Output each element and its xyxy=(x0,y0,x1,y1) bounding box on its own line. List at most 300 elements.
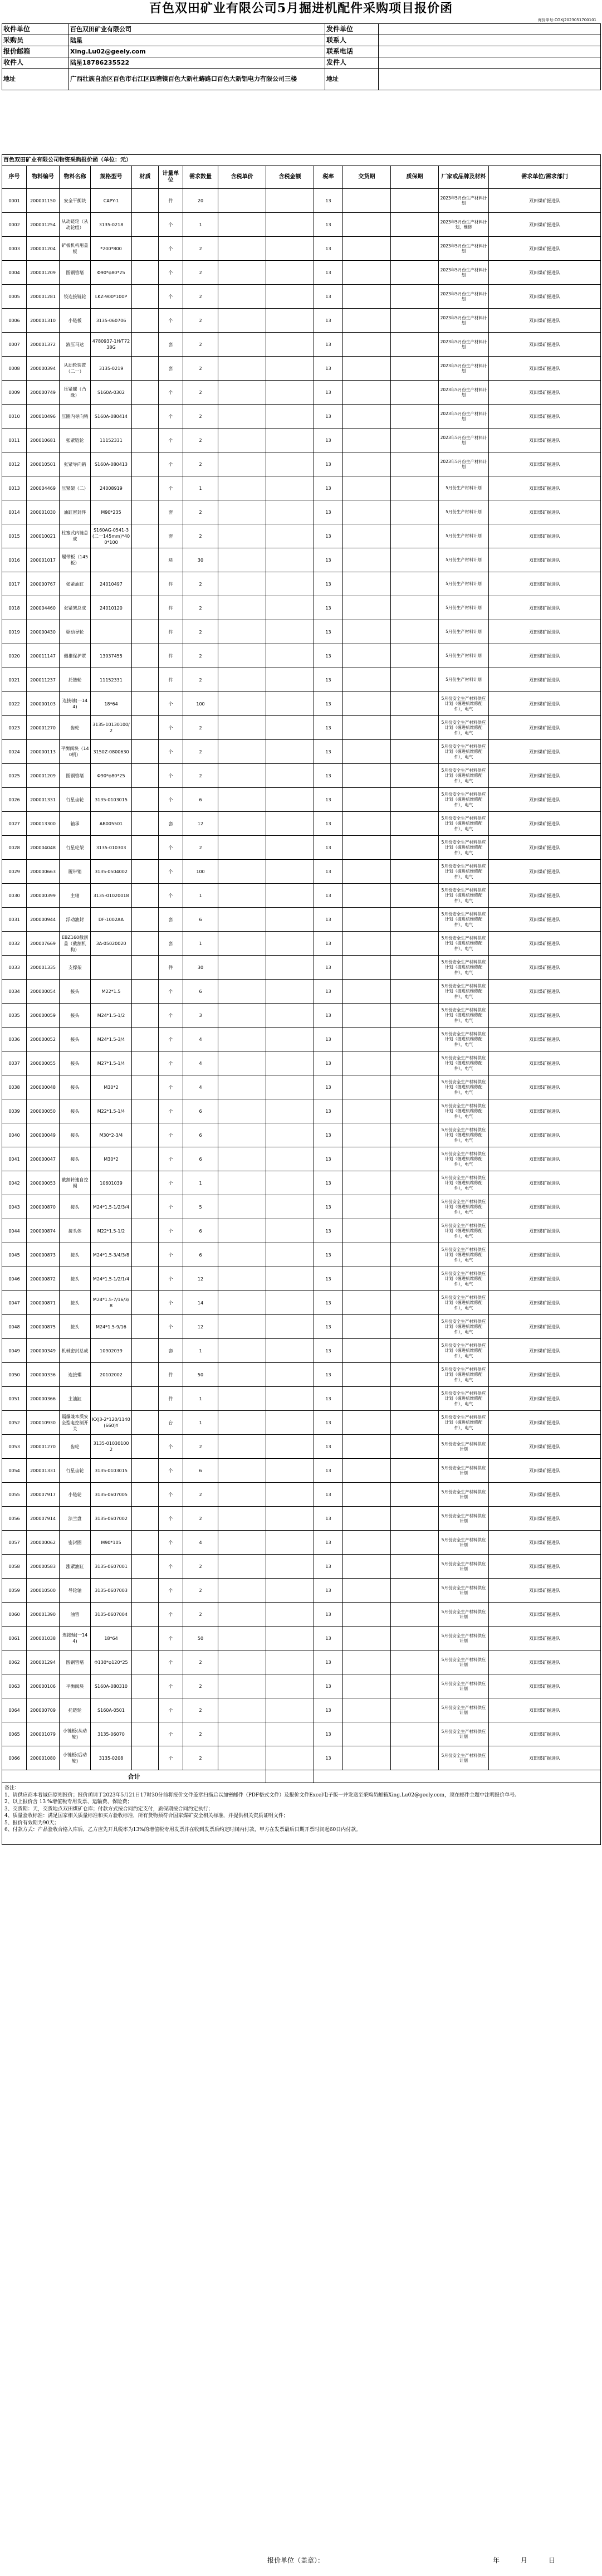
material xyxy=(132,548,159,572)
amount-input[interactable] xyxy=(266,692,314,716)
warranty-input[interactable] xyxy=(391,285,439,309)
row-number: 0065 xyxy=(2,1722,27,1746)
delivery-input[interactable] xyxy=(343,788,391,812)
amount-input[interactable] xyxy=(266,285,314,309)
amount-input[interactable] xyxy=(266,572,314,596)
delivery-input[interactable] xyxy=(343,1435,391,1459)
unit-price-input[interactable] xyxy=(218,1099,266,1123)
warranty-input[interactable] xyxy=(391,1123,439,1147)
delivery-input[interactable] xyxy=(343,1698,391,1722)
unit-price-input[interactable] xyxy=(218,405,266,428)
warranty-input[interactable] xyxy=(391,1507,439,1531)
unit-price-input[interactable] xyxy=(218,1171,266,1195)
amount-input[interactable] xyxy=(266,405,314,428)
delivery-input[interactable] xyxy=(343,1099,391,1123)
unit-price-input[interactable] xyxy=(218,213,266,237)
amount-input[interactable] xyxy=(266,596,314,620)
sender-person-value[interactable] xyxy=(379,57,601,69)
amount-input[interactable] xyxy=(266,956,314,980)
delivery-input[interactable] xyxy=(343,1603,391,1627)
unit-price-input[interactable] xyxy=(218,1411,266,1435)
unit-price-input[interactable] xyxy=(218,1028,266,1051)
warranty-input[interactable] xyxy=(391,1650,439,1674)
amount-input[interactable] xyxy=(266,524,314,548)
amount-input[interactable] xyxy=(266,860,314,884)
warranty-input[interactable] xyxy=(391,860,439,884)
amount-input[interactable] xyxy=(266,381,314,405)
warranty-input[interactable] xyxy=(391,1627,439,1650)
tax-rate: 13 xyxy=(314,692,343,716)
warranty-input[interactable] xyxy=(391,1339,439,1363)
material xyxy=(132,980,159,1004)
delivery-input[interactable] xyxy=(343,932,391,956)
department: 双田煤矿掘进队 xyxy=(489,285,601,309)
warranty-input[interactable] xyxy=(391,1483,439,1507)
unit-price-input[interactable] xyxy=(218,932,266,956)
delivery-input[interactable] xyxy=(343,213,391,237)
unit-price-input[interactable] xyxy=(218,596,266,620)
amount-input[interactable] xyxy=(266,428,314,452)
table-row xyxy=(2,1722,601,1746)
phone-value[interactable] xyxy=(379,46,601,57)
warranty-input[interactable] xyxy=(391,189,439,213)
warranty-input[interactable] xyxy=(391,381,439,405)
amount-input[interactable] xyxy=(266,740,314,764)
unit-price-input[interactable] xyxy=(218,764,266,788)
amount-input[interactable] xyxy=(266,1004,314,1028)
amount-input[interactable] xyxy=(266,309,314,333)
unit: 个 xyxy=(159,860,183,884)
sender-address-value[interactable] xyxy=(379,69,601,90)
quantity: 6 xyxy=(183,1459,218,1483)
spec-model: 3135-0607005 xyxy=(91,1483,132,1507)
delivery-input[interactable] xyxy=(343,1243,391,1267)
unit-price-input[interactable] xyxy=(218,1674,266,1698)
warranty-input[interactable] xyxy=(391,1459,439,1483)
delivery-input[interactable] xyxy=(343,1459,391,1483)
delivery-input[interactable] xyxy=(343,1746,391,1770)
warranty-input[interactable] xyxy=(391,428,439,452)
amount-input[interactable] xyxy=(266,189,314,213)
unit-price-input[interactable] xyxy=(218,1243,266,1267)
warranty-input[interactable] xyxy=(391,764,439,788)
delivery-input[interactable] xyxy=(343,309,391,333)
amount-input[interactable] xyxy=(266,237,314,261)
delivery-input[interactable] xyxy=(343,1028,391,1051)
unit-price-input[interactable] xyxy=(218,1291,266,1315)
amount-input[interactable] xyxy=(266,1627,314,1650)
table-row xyxy=(2,189,601,213)
amount-input[interactable] xyxy=(266,1531,314,1555)
warranty-input[interactable] xyxy=(391,500,439,524)
unit-price-input[interactable] xyxy=(218,1483,266,1507)
amount-input[interactable] xyxy=(266,1291,314,1315)
unit-price-input[interactable] xyxy=(218,524,266,548)
unit-price-input[interactable] xyxy=(218,1123,266,1147)
delivery-input[interactable] xyxy=(343,764,391,788)
unit-price-input[interactable] xyxy=(218,189,266,213)
warranty-input[interactable] xyxy=(391,1075,439,1099)
quantity: 4 xyxy=(183,1531,218,1555)
unit-price-input[interactable] xyxy=(218,428,266,452)
warranty-input[interactable] xyxy=(391,1746,439,1770)
amount-input[interactable] xyxy=(266,788,314,812)
delivery-input[interactable] xyxy=(343,1411,391,1435)
warranty-input[interactable] xyxy=(391,788,439,812)
warranty-input[interactable] xyxy=(391,596,439,620)
delivery-input[interactable] xyxy=(343,1219,391,1243)
amount-input[interactable] xyxy=(266,1315,314,1339)
warranty-input[interactable] xyxy=(391,1387,439,1411)
delivery-input[interactable] xyxy=(343,1363,391,1387)
warranty-input[interactable] xyxy=(391,836,439,860)
quantity: 6 xyxy=(183,1243,218,1267)
delivery-input[interactable] xyxy=(343,980,391,1004)
warranty-input[interactable] xyxy=(391,956,439,980)
amount-input[interactable] xyxy=(266,644,314,668)
delivery-input[interactable] xyxy=(343,1483,391,1507)
sender-value[interactable] xyxy=(379,24,601,35)
warranty-input[interactable] xyxy=(391,1579,439,1603)
unit-price-input[interactable] xyxy=(218,309,266,333)
amount-input[interactable] xyxy=(266,620,314,644)
amount-input[interactable] xyxy=(266,213,314,237)
warranty-input[interactable] xyxy=(391,1435,439,1459)
amount-input[interactable] xyxy=(266,836,314,860)
unit-price-input[interactable] xyxy=(218,1267,266,1291)
delivery-input[interactable] xyxy=(343,1315,391,1339)
warranty-input[interactable] xyxy=(391,1698,439,1722)
warranty-input[interactable] xyxy=(391,1219,439,1243)
unit-price-input[interactable] xyxy=(218,980,266,1004)
unit-price-input[interactable] xyxy=(218,1435,266,1459)
amount-input[interactable] xyxy=(266,932,314,956)
delivery-input[interactable] xyxy=(343,381,391,405)
unit-price-input[interactable] xyxy=(218,1387,266,1411)
delivery-input[interactable] xyxy=(343,428,391,452)
delivery-input[interactable] xyxy=(343,692,391,716)
delivery-input[interactable] xyxy=(343,956,391,980)
contact-value[interactable] xyxy=(379,35,601,46)
unit: 个 xyxy=(159,1603,183,1627)
amount-input[interactable] xyxy=(266,1650,314,1674)
material xyxy=(132,1171,159,1195)
amount-input[interactable] xyxy=(266,764,314,788)
amount-input[interactable] xyxy=(266,1099,314,1123)
unit-price-input[interactable] xyxy=(218,476,266,500)
amount-input[interactable] xyxy=(266,1435,314,1459)
amount-input[interactable] xyxy=(266,452,314,476)
unit-price-input[interactable] xyxy=(218,740,266,764)
department: 双田煤矿掘进队 xyxy=(489,1147,601,1171)
amount-input[interactable] xyxy=(266,476,314,500)
warranty-input[interactable] xyxy=(391,1291,439,1315)
unit-price-input[interactable] xyxy=(218,1147,266,1171)
unit-price-input[interactable] xyxy=(218,1363,266,1387)
warranty-input[interactable] xyxy=(391,1004,439,1028)
unit-price-input[interactable] xyxy=(218,1603,266,1627)
unit-price-input[interactable] xyxy=(218,668,266,692)
warranty-input[interactable] xyxy=(391,716,439,740)
delivery-input[interactable] xyxy=(343,1075,391,1099)
delivery-input[interactable] xyxy=(343,1627,391,1650)
delivery-input[interactable] xyxy=(343,1722,391,1746)
unit-price-input[interactable] xyxy=(218,620,266,644)
delivery-input[interactable] xyxy=(343,1123,391,1147)
material-code: 200010930 xyxy=(27,1411,60,1435)
warranty-input[interactable] xyxy=(391,357,439,381)
amount-input[interactable] xyxy=(266,1267,314,1291)
unit-price-input[interactable] xyxy=(218,1722,266,1746)
delivery-input[interactable] xyxy=(343,548,391,572)
delivery-input[interactable] xyxy=(343,524,391,548)
delivery-input[interactable] xyxy=(343,1051,391,1075)
amount-input[interactable] xyxy=(266,1363,314,1387)
warranty-input[interactable] xyxy=(391,620,439,644)
delivery-input[interactable] xyxy=(343,1147,391,1171)
warranty-input[interactable] xyxy=(391,1243,439,1267)
unit-price-input[interactable] xyxy=(218,381,266,405)
material-code: 200000050 xyxy=(27,1099,60,1123)
delivery-input[interactable] xyxy=(343,1195,391,1219)
amount-input[interactable] xyxy=(266,1555,314,1579)
unit-price-input[interactable] xyxy=(218,692,266,716)
delivery-input[interactable] xyxy=(343,189,391,213)
warranty-input[interactable] xyxy=(391,812,439,836)
delivery-input[interactable] xyxy=(343,500,391,524)
unit-price-input[interactable] xyxy=(218,812,266,836)
amount-input[interactable] xyxy=(266,548,314,572)
amount-input[interactable] xyxy=(266,1243,314,1267)
delivery-input[interactable] xyxy=(343,1555,391,1579)
unit-price-input[interactable] xyxy=(218,860,266,884)
delivery-input[interactable] xyxy=(343,1531,391,1555)
amount-input[interactable] xyxy=(266,1459,314,1483)
unit-price-input[interactable] xyxy=(218,1339,266,1363)
purpose: 5月份安全生产材料供应计划（掘进机维修配件），电气 xyxy=(439,1387,489,1411)
amount-input[interactable] xyxy=(266,1075,314,1099)
delivery-input[interactable] xyxy=(343,644,391,668)
amount-input[interactable] xyxy=(266,1147,314,1171)
delivery-input[interactable] xyxy=(343,357,391,381)
amount-input[interactable] xyxy=(266,1171,314,1195)
amount-input[interactable] xyxy=(266,1603,314,1627)
unit-price-input[interactable] xyxy=(218,1459,266,1483)
delivery-input[interactable] xyxy=(343,716,391,740)
unit-price-input[interactable] xyxy=(218,1746,266,1770)
tax-rate: 13 xyxy=(314,1555,343,1579)
unit-price-input[interactable] xyxy=(218,357,266,381)
unit-price-input[interactable] xyxy=(218,788,266,812)
delivery-input[interactable] xyxy=(343,1650,391,1674)
unit-price-input[interactable] xyxy=(218,1195,266,1219)
unit: 个 xyxy=(159,405,183,428)
warranty-input[interactable] xyxy=(391,333,439,357)
amount-input[interactable] xyxy=(266,1746,314,1770)
warranty-input[interactable] xyxy=(391,1411,439,1435)
amount-input[interactable] xyxy=(266,1698,314,1722)
delivery-input[interactable] xyxy=(343,285,391,309)
amount-input[interactable] xyxy=(266,1051,314,1075)
unit-price-input[interactable] xyxy=(218,1219,266,1243)
warranty-input[interactable] xyxy=(391,1531,439,1555)
delivery-input[interactable] xyxy=(343,476,391,500)
warranty-input[interactable] xyxy=(391,309,439,333)
delivery-input[interactable] xyxy=(343,1267,391,1291)
amount-input[interactable] xyxy=(266,1722,314,1746)
warranty-input[interactable] xyxy=(391,692,439,716)
delivery-input[interactable] xyxy=(343,836,391,860)
delivery-input[interactable] xyxy=(343,620,391,644)
amount-input[interactable] xyxy=(266,980,314,1004)
warranty-input[interactable] xyxy=(391,1267,439,1291)
unit-price-input[interactable] xyxy=(218,452,266,476)
amount-input[interactable] xyxy=(266,716,314,740)
delivery-input[interactable] xyxy=(343,1507,391,1531)
delivery-input[interactable] xyxy=(343,1171,391,1195)
delivery-input[interactable] xyxy=(343,812,391,836)
delivery-input[interactable] xyxy=(343,405,391,428)
delivery-input[interactable] xyxy=(343,1291,391,1315)
warranty-input[interactable] xyxy=(391,668,439,692)
department: 双田煤矿掘进队 xyxy=(489,476,601,500)
unit-price-input[interactable] xyxy=(218,237,266,261)
warranty-input[interactable] xyxy=(391,1603,439,1627)
delivery-input[interactable] xyxy=(343,596,391,620)
unit-price-input[interactable] xyxy=(218,1531,266,1555)
amount-input[interactable] xyxy=(266,1339,314,1363)
unit: 套 xyxy=(159,357,183,381)
delivery-input[interactable] xyxy=(343,884,391,908)
amount-input[interactable] xyxy=(266,357,314,381)
unit-price-input[interactable] xyxy=(218,1698,266,1722)
amount-input[interactable] xyxy=(266,1123,314,1147)
warranty-input[interactable] xyxy=(391,1147,439,1171)
delivery-input[interactable] xyxy=(343,1387,391,1411)
total-amount[interactable] xyxy=(266,1770,314,1783)
amount-input[interactable] xyxy=(266,668,314,692)
unit-price-input[interactable] xyxy=(218,285,266,309)
amount-input[interactable] xyxy=(266,1579,314,1603)
warranty-input[interactable] xyxy=(391,1171,439,1195)
warranty-input[interactable] xyxy=(391,1674,439,1698)
unit-price-input[interactable] xyxy=(218,956,266,980)
delivery-input[interactable] xyxy=(343,237,391,261)
amount-input[interactable] xyxy=(266,1219,314,1243)
warranty-input[interactable] xyxy=(391,1363,439,1387)
warranty-input[interactable] xyxy=(391,1555,439,1579)
warranty-input[interactable] xyxy=(391,1028,439,1051)
unit-price-input[interactable] xyxy=(218,1627,266,1650)
unit-price-input[interactable] xyxy=(218,500,266,524)
unit-price-input[interactable] xyxy=(218,1075,266,1099)
unit-price-input[interactable] xyxy=(218,716,266,740)
delivery-input[interactable] xyxy=(343,333,391,357)
unit-price-input[interactable] xyxy=(218,572,266,596)
amount-input[interactable] xyxy=(266,1507,314,1531)
warranty-input[interactable] xyxy=(391,1099,439,1123)
warranty-input[interactable] xyxy=(391,932,439,956)
amount-input[interactable] xyxy=(266,1028,314,1051)
warranty-input[interactable] xyxy=(391,572,439,596)
amount-input[interactable] xyxy=(266,812,314,836)
delivery-input[interactable] xyxy=(343,668,391,692)
delivery-input[interactable] xyxy=(343,1579,391,1603)
amount-input[interactable] xyxy=(266,333,314,357)
unit-price-input[interactable] xyxy=(218,1315,266,1339)
unit-price-input[interactable] xyxy=(218,548,266,572)
warranty-input[interactable] xyxy=(391,261,439,285)
warranty-input[interactable] xyxy=(391,980,439,1004)
unit: 个 xyxy=(159,1315,183,1339)
table-row xyxy=(2,1555,601,1579)
row-number: 0057 xyxy=(2,1531,27,1555)
warranty-input[interactable] xyxy=(391,908,439,932)
delivery-input[interactable] xyxy=(343,860,391,884)
delivery-input[interactable] xyxy=(343,452,391,476)
amount-input[interactable] xyxy=(266,1387,314,1411)
unit-price-input[interactable] xyxy=(218,1051,266,1075)
amount-input[interactable] xyxy=(266,1483,314,1507)
delivery-input[interactable] xyxy=(343,908,391,932)
unit-price-input[interactable] xyxy=(218,1555,266,1579)
warranty-input[interactable] xyxy=(391,548,439,572)
unit-price-input[interactable] xyxy=(218,644,266,668)
delivery-input[interactable] xyxy=(343,1674,391,1698)
warranty-input[interactable] xyxy=(391,644,439,668)
warranty-input[interactable] xyxy=(391,1051,439,1075)
warranty-input[interactable] xyxy=(391,740,439,764)
table-row xyxy=(2,980,601,1004)
unit-price-input[interactable] xyxy=(218,908,266,932)
amount-input[interactable] xyxy=(266,1674,314,1698)
amount-input[interactable] xyxy=(266,908,314,932)
amount-input[interactable] xyxy=(266,1411,314,1435)
warranty-input[interactable] xyxy=(391,1315,439,1339)
unit-price-input[interactable] xyxy=(218,333,266,357)
warranty-input[interactable] xyxy=(391,237,439,261)
tax-rate: 13 xyxy=(314,1195,343,1219)
delivery-input[interactable] xyxy=(343,1004,391,1028)
amount-input[interactable] xyxy=(266,500,314,524)
material-code: 200010021 xyxy=(27,524,60,548)
warranty-input[interactable] xyxy=(391,884,439,908)
warranty-input[interactable] xyxy=(391,476,439,500)
unit-price-input[interactable] xyxy=(218,1507,266,1531)
unit-price-input[interactable] xyxy=(218,884,266,908)
warranty-input[interactable] xyxy=(391,524,439,548)
amount-input[interactable] xyxy=(266,261,314,285)
row-number: 0023 xyxy=(2,716,27,740)
delivery-input[interactable] xyxy=(343,261,391,285)
purpose: 5月份安全生产材料供应计划 xyxy=(439,1698,489,1722)
unit-price-input[interactable] xyxy=(218,1650,266,1674)
warranty-input[interactable] xyxy=(391,1195,439,1219)
warranty-input[interactable] xyxy=(391,213,439,237)
unit-price-input[interactable] xyxy=(218,1004,266,1028)
warranty-input[interactable] xyxy=(391,405,439,428)
unit-price-input[interactable] xyxy=(218,261,266,285)
amount-input[interactable] xyxy=(266,1195,314,1219)
delivery-input[interactable] xyxy=(343,1339,391,1363)
delivery-input[interactable] xyxy=(343,740,391,764)
warranty-input[interactable] xyxy=(391,452,439,476)
unit-price-input[interactable] xyxy=(218,836,266,860)
unit-price-input[interactable] xyxy=(218,1579,266,1603)
warranty-input[interactable] xyxy=(391,1722,439,1746)
amount-input[interactable] xyxy=(266,884,314,908)
delivery-input[interactable] xyxy=(343,572,391,596)
